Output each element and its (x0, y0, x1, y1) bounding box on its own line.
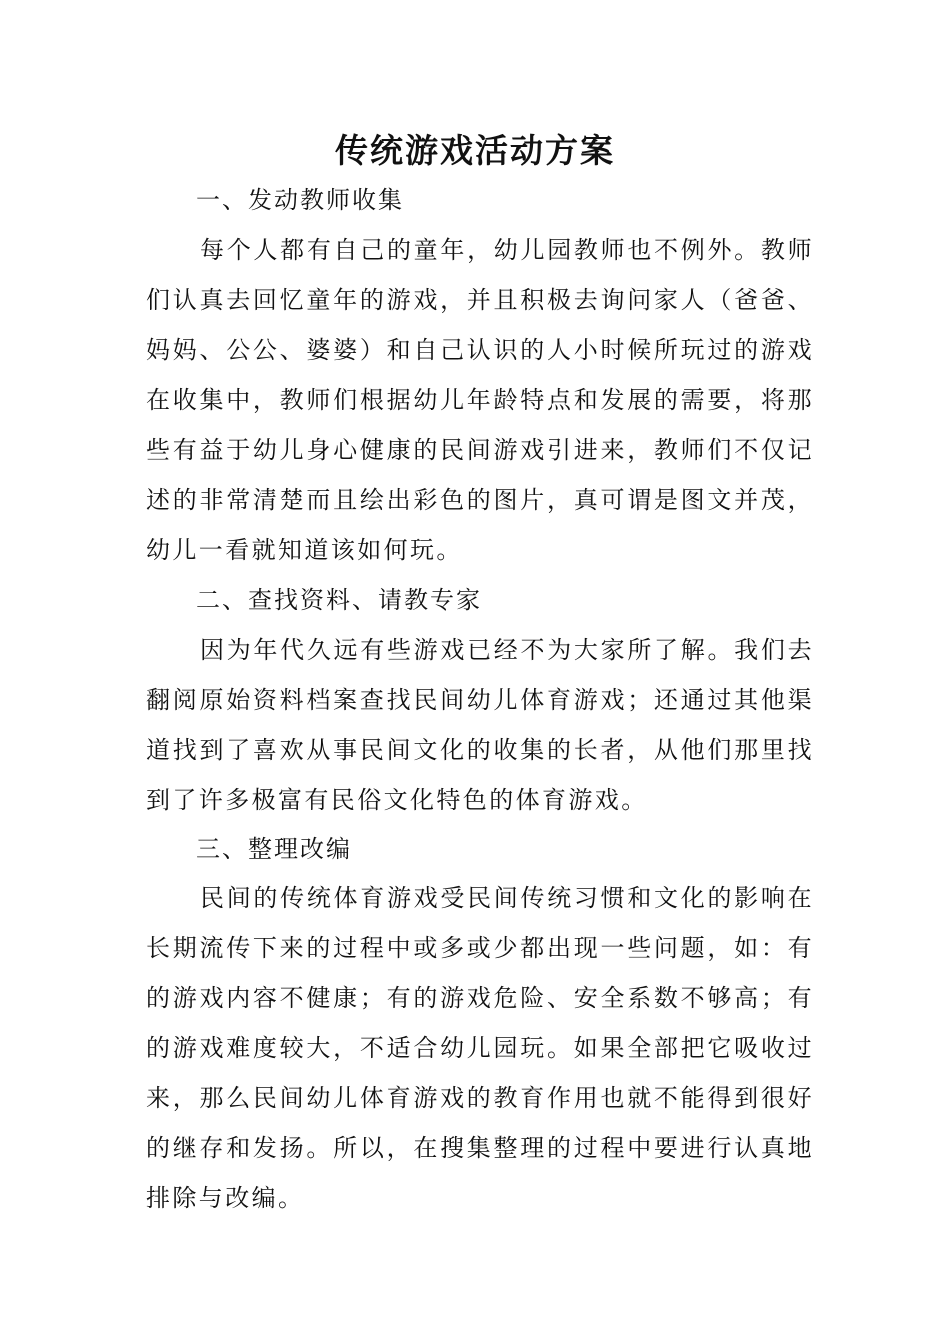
section-heading-1: 一、发动教师收集 (196, 186, 404, 214)
section-heading-2: 二、查找资料、请教专家 (196, 586, 482, 614)
section-body-1: 每个人都有自己的童年，幼儿园教师也不例外。教师们认真去回忆童年的游戏，并且积极去询问家人（爸爸、妈妈、公公、婆婆）和自己认识的人小时候所玩过的游戏在收集中，教师们根据幼儿年龄特点和发展的需要，将那些有益于幼儿身心健康的民间游戏引进来，教师们不仅记述的非常清楚而且绘出彩色的图片，真可谓是图文并茂，幼儿一看就知道该如何玩。 (146, 236, 814, 564)
section-body-2: 因为年代久远有些游戏已经不为大家所了解。我们去翻阅原始资料档案查找民间幼儿体育游戏；还通过其他渠道找到了喜欢从事民间文化的收集的长者，从他们那里找到了许多极富有民俗文化特色的体育游戏。 (146, 636, 814, 814)
document-title: 传统游戏活动方案 (335, 131, 615, 170)
section-heading-3: 三、整理改编 (196, 835, 352, 863)
section-body-3: 民间的传统体育游戏受民间传统习惯和文化的影响在长期流传下来的过程中或多或少都出现一些问题，如：有的游戏内容不健康；有的游戏危险、安全系数不够高；有的游戏难度较大，不适合幼儿园玩。如果全部把它吸收过来，那么民间幼儿体育游戏的教育作用也就不能得到很好的继存和发扬。所以，在搜集整理的过程中要进行认真地排除与改编。 (146, 884, 814, 1212)
